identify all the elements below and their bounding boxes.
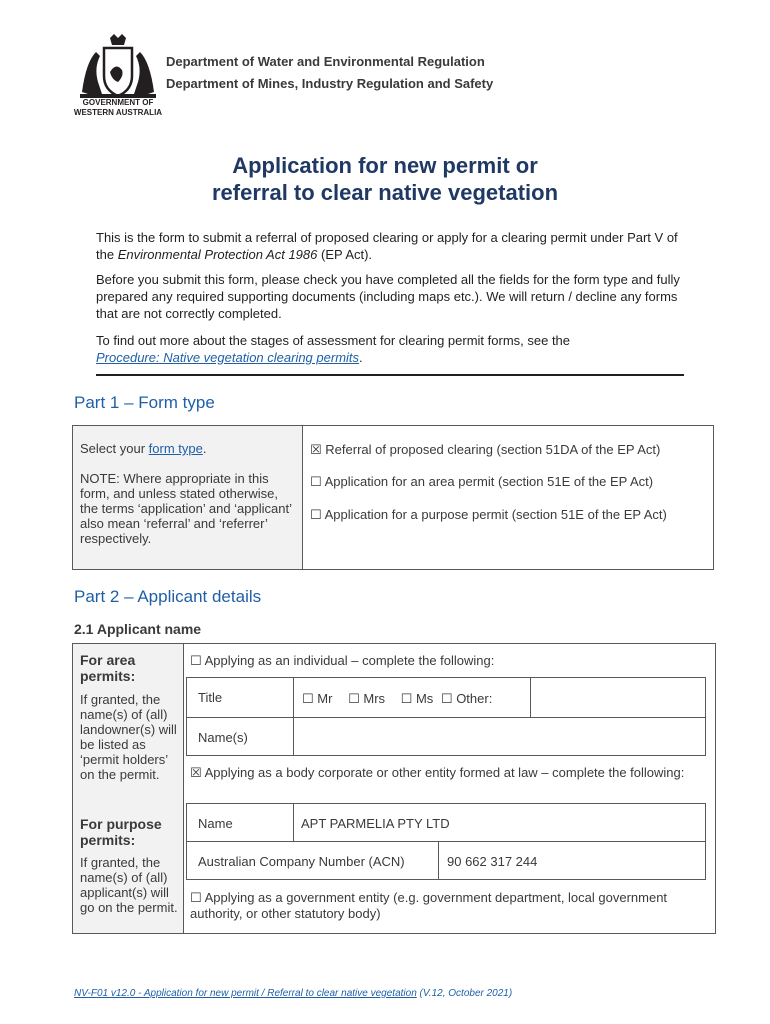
form-type-link[interactable]: form type (148, 441, 203, 456)
option-purpose-permit-label: Application for a purpose permit (section 51E of the EP Act) (324, 507, 667, 522)
other-title-field[interactable] (538, 691, 698, 709)
salutation-ms-label: Ms (415, 691, 434, 706)
form-type-instruction (80, 441, 206, 456)
intro-paragraph-2: Before you submit this form, please check you have completed all the fields for the form type and fully prepared any required supporting documents (including maps etc.). We will return / decline any forms that are not correctly completed. (96, 272, 680, 321)
intro-paragraph-1 (96, 229, 686, 263)
option-area-permit-label: Application for an area permit (section 51E of the EP Act) (324, 474, 654, 489)
option-area-permit[interactable] (310, 474, 653, 490)
option-referral-label: Referral of proposed clearing (section 51DA of the EP Act) (325, 442, 661, 457)
acn-field[interactable]: 90 662 317 244 (447, 854, 538, 869)
footer-version: (V.12, October 2021) (416, 988, 513, 999)
part2-heading: Part 2 – Applicant details (74, 587, 262, 606)
area-permits-heading: For area permits: (80, 652, 136, 684)
salutation-options (302, 691, 504, 707)
checkbox-icon[interactable]: ☐ (190, 890, 202, 905)
title-label: Title (198, 690, 223, 705)
option-purpose-permit[interactable] (310, 507, 667, 523)
table-divider (438, 841, 439, 880)
salutation-mr[interactable] (302, 691, 332, 706)
document-title (0, 152, 770, 206)
option-individual[interactable] (190, 653, 494, 669)
option-government-entity[interactable] (190, 890, 690, 922)
salutation-mrs[interactable] (348, 691, 385, 706)
intro-p1-end: (EP Act). (317, 247, 373, 262)
checkbox-icon[interactable]: ☐ (348, 691, 360, 706)
table-divider (186, 841, 706, 842)
intro-p3-text: To find out more about the stages of assessment for clearing permit forms, see the (96, 333, 571, 348)
intro-act-name: Environmental Protection Act 1986 (117, 247, 318, 262)
government-label-line1: GOVERNMENT OF (82, 98, 154, 107)
option-individual-label: Applying as an individual – complete the following: (204, 653, 495, 668)
checkbox-icon[interactable]: ☐ (400, 691, 413, 706)
purpose-permits-text: If granted, the name(s) of (all) applicant(s) will go on the permit. (80, 855, 178, 915)
footer-reference (74, 988, 512, 999)
names-field[interactable] (302, 730, 698, 748)
table-divider (293, 803, 294, 842)
salutation-other-label: Other: (456, 691, 493, 706)
area-permits-text: If granted, the name(s) of (all) landowner(s) will be listed as ‘permit holders’ on the permit. (80, 692, 177, 782)
government-label-line2: WESTERN AUSTRALIA (73, 108, 163, 117)
procedure-link[interactable]: Procedure: Native vegetation clearing permits (96, 350, 360, 365)
salutation-other[interactable] (441, 691, 492, 706)
department-name-1: Department of Water and Environmental Regulation (166, 54, 485, 69)
names-label: Name(s) (198, 730, 248, 745)
applicant-name-subheading: 2.1 Applicant name (74, 621, 202, 637)
government-label (66, 98, 170, 118)
checkbox-checked-icon[interactable]: ☒ (310, 442, 322, 457)
select-prefix: Select your (80, 441, 149, 456)
checkbox-icon[interactable]: ☐ (310, 507, 322, 522)
checkbox-checked-icon[interactable]: ☒ (190, 765, 202, 780)
document-title-line2: referral to clear native vegetation (211, 180, 559, 205)
salutation-mr-label: Mr (317, 691, 333, 706)
checkbox-icon[interactable]: ☐ (302, 691, 314, 706)
checkbox-icon[interactable]: ☐ (310, 474, 322, 489)
part1-heading: Part 1 – Form type (74, 393, 215, 412)
checkbox-icon[interactable]: ☐ (190, 653, 202, 668)
table-divider (530, 677, 531, 717)
table-divider (186, 717, 706, 718)
intro-divider (96, 374, 684, 376)
option-body-corporate[interactable] (190, 765, 690, 781)
intro-p3-end: . (359, 350, 363, 365)
intro-paragraph-3 (96, 332, 686, 366)
salutation-mrs-label: Mrs (363, 691, 386, 706)
department-name-2: Department of Mines, Industry Regulation and Safety (166, 76, 494, 91)
purpose-permits-heading: For purpose permits: (80, 816, 162, 848)
footer-link[interactable]: NV-F01 v12.0 - Application for new permit / Referral to clear native vegetation (74, 988, 417, 999)
checkbox-icon[interactable]: ☐ (440, 691, 453, 706)
company-name-label: Name (198, 816, 233, 831)
option-government-entity-label: Applying as a government entity (e.g. government department, local government authority, or other statutory body) (190, 890, 668, 921)
salutation-ms[interactable] (401, 691, 434, 706)
intro-p1-text: This is the form to submit a referral of proposed clearing or apply for a clearing permit under Part V of the (96, 230, 678, 262)
form-type-note: NOTE: Where appropriate in this form, and unless stated otherwise, the terms ‘application’ and ‘applicant’ also mean ‘referral’ and ‘referrer’ respectively. (80, 471, 292, 546)
option-referral[interactable] (310, 442, 660, 458)
select-suffix: . (202, 441, 207, 456)
option-body-corporate-label: Applying as a body corporate or other entity formed at law – complete the following: (204, 765, 685, 780)
company-name-field[interactable]: APT PARMELIA PTY LTD (301, 816, 450, 831)
document-title-line1: Application for new permit or (232, 153, 538, 178)
acn-label: Australian Company Number (ACN) (198, 854, 405, 869)
